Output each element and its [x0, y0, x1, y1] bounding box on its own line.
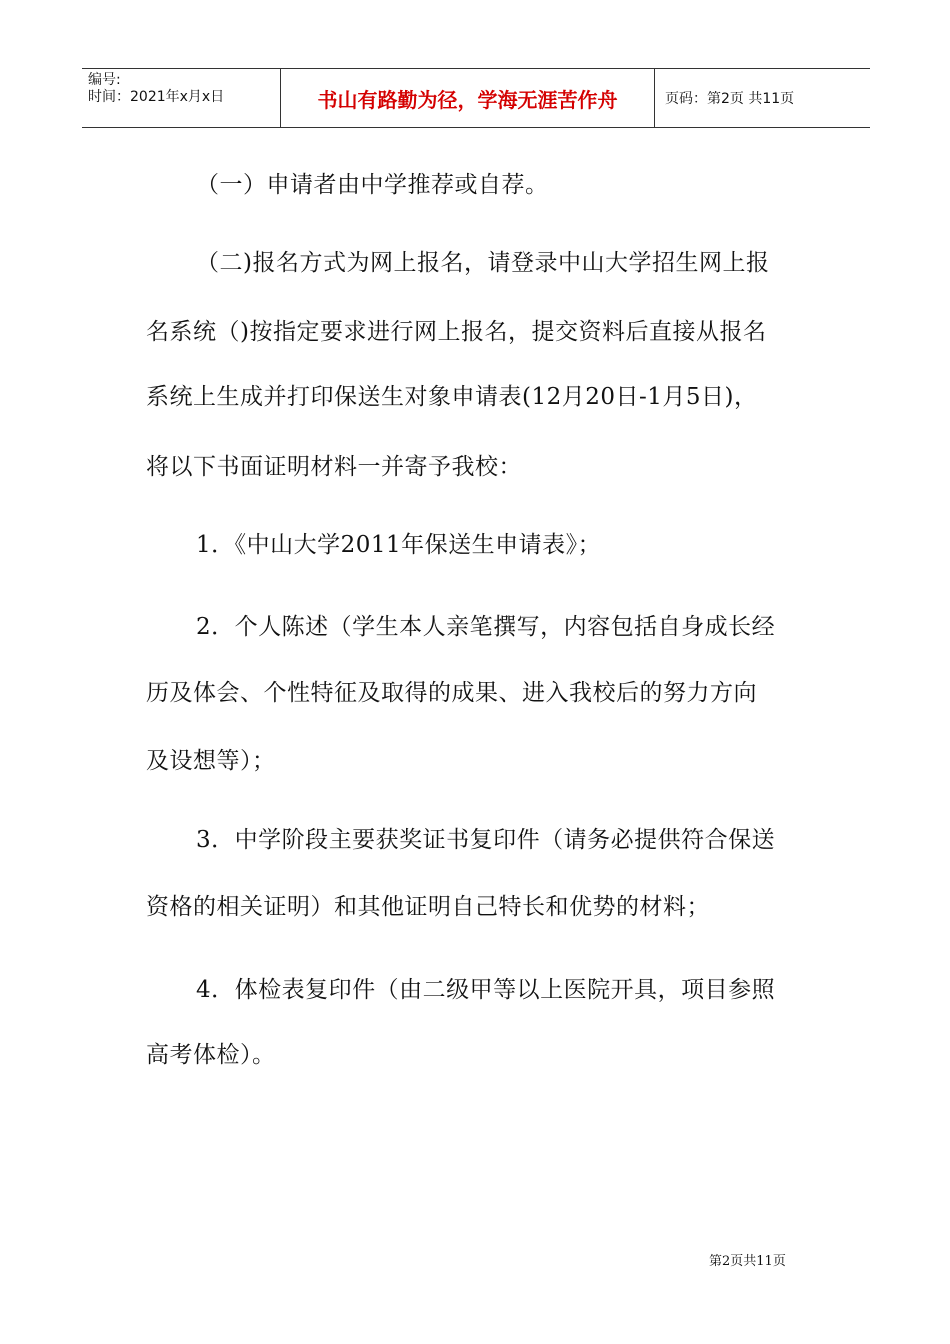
body-line-3: 名系统（)按指定要求进行网上报名，提交资料后直接从报名	[146, 319, 767, 345]
body-line-1: （一）申请者由中学推荐或自荐。	[196, 172, 549, 198]
page-header	[82, 68, 870, 128]
header-page-number: 页码：第2页 共11页	[665, 91, 795, 107]
body-line-5: 将以下书面证明材料一并寄予我校：	[146, 454, 522, 480]
body-line-4: 系统上生成并打印保送生对象申请表(12月20日-1月5日)，	[146, 384, 758, 410]
header-meta	[82, 69, 281, 127]
doc-date-label: 时间：2021年x月x日	[88, 89, 225, 105]
body-line-12: 4．体检表复印件（由二级甲等以上医院开具，项目参照	[196, 977, 776, 1003]
body-line-10: 3．中学阶段主要获奖证书复印件（请务必提供符合保送	[196, 827, 776, 853]
body-line-13: 高考体检）。	[146, 1042, 276, 1068]
page-footer: 第2页共11页	[709, 1254, 786, 1269]
doc-number-label: 编号:	[88, 72, 121, 88]
body-line-9: 及设想等）；	[146, 748, 276, 774]
header-motto: 书山有路勤为径，学海无涯苦作舟	[281, 69, 655, 127]
body-line-11: 资格的相关证明）和其他证明自己特长和优势的材料；	[146, 894, 710, 920]
body-line-8: 历及体会、个性特征及取得的成果、进入我校后的努力方向	[146, 680, 757, 706]
body-line-6: 1．《中山大学2011年保送生申请表》；	[196, 532, 602, 558]
body-line-2: （二)报名方式为网上报名，请登录中山大学招生网上报	[196, 250, 770, 276]
body-line-7: 2．个人陈述（学生本人亲笔撰写，内容包括自身成长经	[196, 614, 776, 640]
